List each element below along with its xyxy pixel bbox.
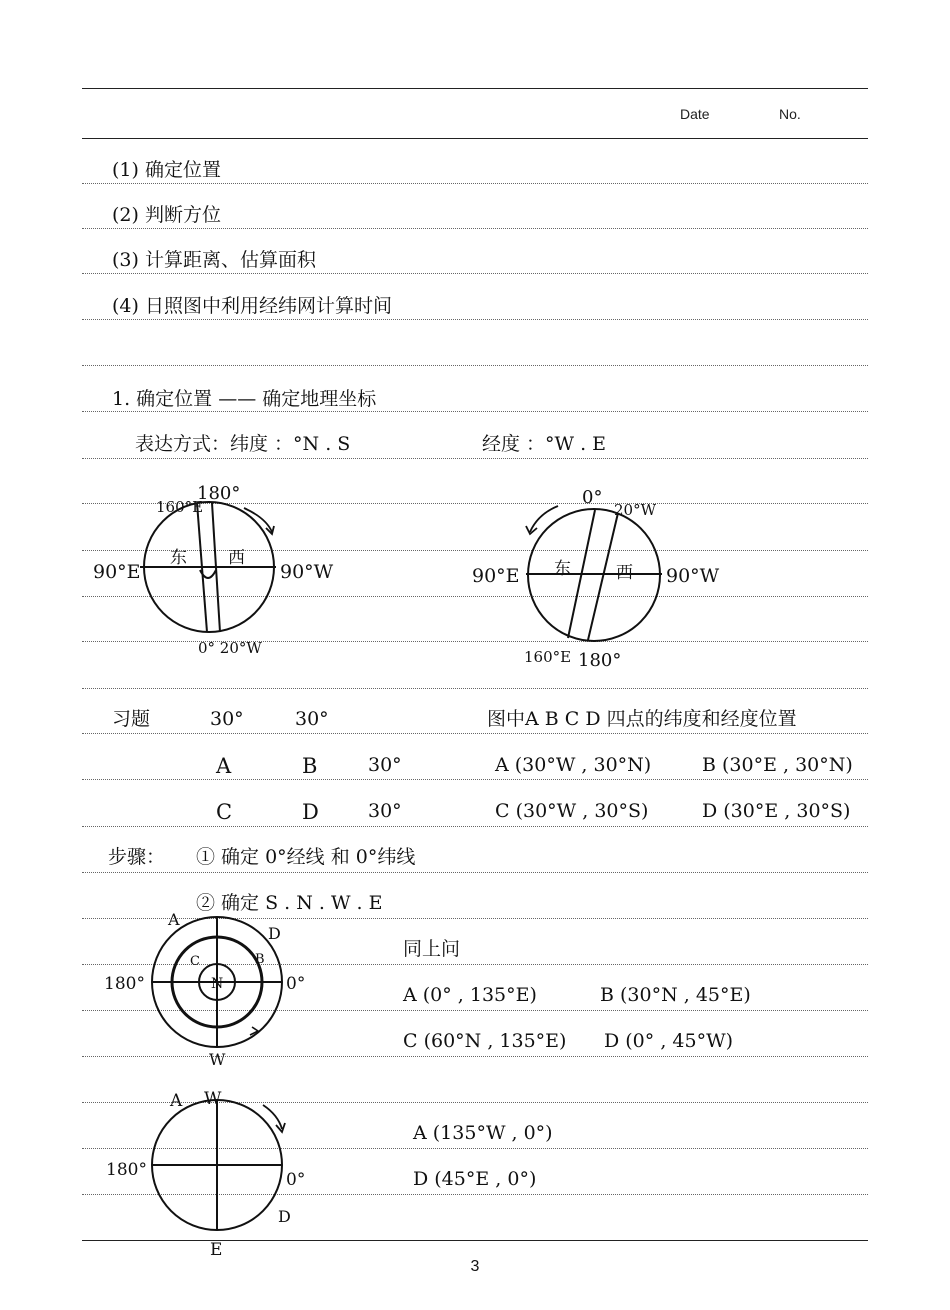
bottom-answer-d: D (45°E , 0°) bbox=[413, 1168, 537, 1190]
label-w: W bbox=[204, 1089, 222, 1109]
rule-line bbox=[82, 183, 868, 184]
exercise-grid-b: B bbox=[302, 754, 318, 778]
page-number: 3 bbox=[470, 1258, 480, 1275]
label-160e: 160°E bbox=[156, 498, 204, 516]
rule-line bbox=[82, 228, 868, 229]
label-e: E bbox=[210, 1240, 223, 1260]
answer-d: D (30°E , 30°S) bbox=[702, 800, 851, 822]
polar-note: 同上问 bbox=[403, 938, 461, 960]
rule-line bbox=[82, 411, 868, 412]
label-d: D bbox=[268, 924, 281, 943]
rule-line bbox=[82, 319, 868, 320]
rule-line bbox=[82, 826, 868, 827]
label-160e: 160°E bbox=[524, 648, 572, 666]
label-d: D bbox=[278, 1207, 291, 1226]
label-w: W bbox=[209, 1050, 226, 1069]
rule-line bbox=[82, 458, 868, 459]
label-90e: 90°E bbox=[472, 565, 520, 587]
top-border bbox=[82, 88, 868, 89]
label-a: A bbox=[168, 910, 180, 929]
label-90w: 90°W bbox=[666, 565, 720, 587]
date-label: Date bbox=[680, 106, 710, 122]
header-line bbox=[82, 138, 868, 139]
label-0-20w: 0° 20°W bbox=[198, 639, 262, 657]
label-b: B bbox=[255, 952, 265, 967]
expression-text: 表达方式：纬度 ：°N . S bbox=[135, 433, 351, 455]
label-180: 180° bbox=[197, 483, 241, 504]
label-c: C bbox=[190, 954, 200, 969]
hemisphere-diagram-right bbox=[460, 470, 740, 670]
polar-answer-a: A (0° , 135°E) bbox=[403, 984, 537, 1006]
list-item: (4) 日照图中利用经纬网计算时间 bbox=[112, 295, 392, 317]
label-0: 0° bbox=[286, 974, 306, 994]
label-west: 西 bbox=[616, 563, 633, 583]
label-n: N bbox=[211, 976, 224, 992]
answer-a: A (30°W , 30°N) bbox=[495, 754, 652, 776]
rule-line bbox=[82, 365, 868, 366]
exercise-grid-d: D bbox=[302, 800, 319, 824]
label-180: 180° bbox=[106, 1160, 147, 1180]
label-a: A bbox=[170, 1091, 183, 1111]
polar-diagram bbox=[100, 905, 330, 1075]
polar-answer-b: B (30°N , 45°E) bbox=[600, 984, 751, 1006]
step-2: ② 确定 S . N . W . E bbox=[196, 892, 383, 914]
exercise-grid-t2: 30° bbox=[295, 708, 329, 730]
polar-answer-d: D (0° , 45°W) bbox=[604, 1030, 734, 1052]
polar-answer-c: C (60°N , 135°E) bbox=[403, 1030, 567, 1052]
label-east: 东 bbox=[170, 548, 187, 568]
rule-line bbox=[82, 872, 868, 873]
label-west: 西 bbox=[228, 548, 245, 568]
longitude-text: 经度 ：°W . E bbox=[482, 433, 607, 455]
label-0: 0° bbox=[286, 1170, 306, 1190]
rule-line bbox=[82, 779, 868, 780]
answer-c: C (30°W , 30°S) bbox=[495, 800, 649, 822]
rule-line bbox=[82, 273, 868, 274]
list-item: (3) 计算距离、估算面积 bbox=[112, 249, 316, 271]
exercise-label: 习题 bbox=[112, 708, 151, 730]
exercise-grid-a: A bbox=[216, 754, 232, 778]
exercise-grid-r2: 30° bbox=[368, 800, 402, 822]
label-90w: 90°W bbox=[280, 561, 334, 583]
rule-line bbox=[82, 733, 868, 734]
no-label: No. bbox=[779, 106, 801, 122]
label-east: 东 bbox=[554, 559, 571, 579]
section-title: 1. 确定位置 —— 确定地理坐标 bbox=[112, 388, 377, 410]
label-180: 180° bbox=[104, 974, 145, 994]
bottom-diagram bbox=[100, 1085, 330, 1260]
hemisphere-diagram-left bbox=[90, 470, 350, 660]
label-180: 180° bbox=[578, 650, 622, 671]
steps-label: 步骤： bbox=[108, 846, 166, 868]
exercise-grid-t1: 30° bbox=[210, 708, 244, 730]
list-item: (2) 判断方位 bbox=[112, 204, 221, 226]
exercise-grid-c: C bbox=[216, 800, 233, 824]
label-20w: 20°W bbox=[614, 501, 657, 519]
label-90e: 90°E bbox=[93, 561, 141, 583]
rule-line bbox=[82, 688, 868, 689]
label-0: 0° bbox=[582, 487, 603, 508]
bottom-answer-a: A (135°W , 0°) bbox=[413, 1122, 553, 1144]
exercise-grid-r1: 30° bbox=[368, 754, 402, 776]
step-1: ① 确定 0°经线 和 0°纬线 bbox=[196, 846, 416, 868]
list-item: (1) 确定位置 bbox=[112, 159, 221, 181]
answer-b: B (30°E , 30°N) bbox=[702, 754, 853, 776]
exercise-question: 图中A B C D 四点的纬度和经度位置 bbox=[487, 708, 797, 730]
